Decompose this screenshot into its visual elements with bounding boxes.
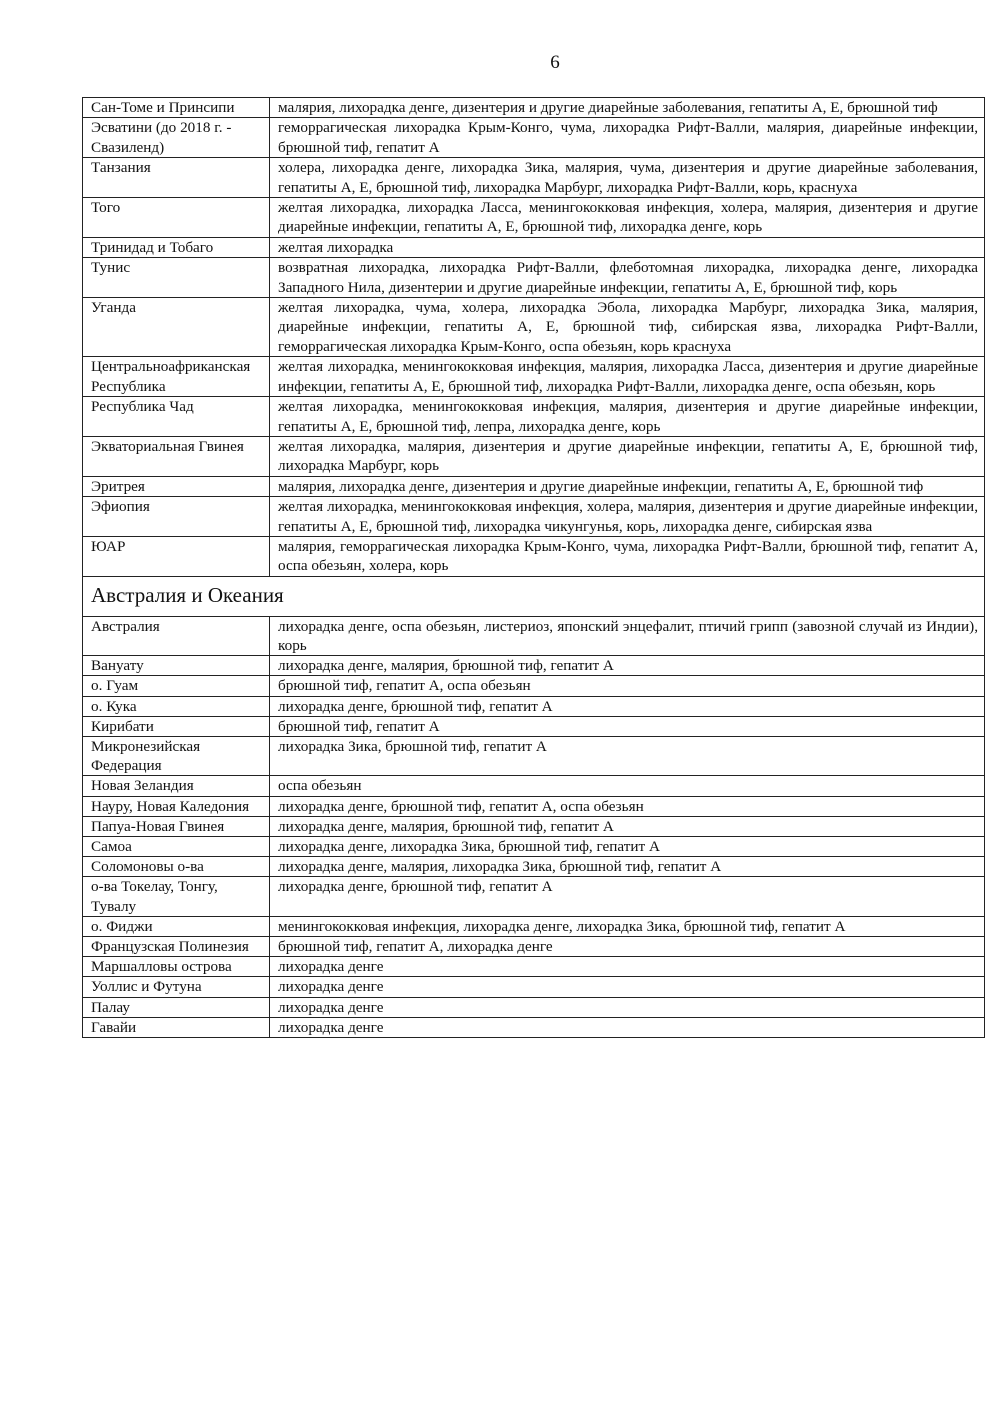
oceania-rows [83, 616, 985, 1037]
diseases-cell: желтая лихорадка [270, 237, 985, 257]
section-title: Австралия и Океания [83, 576, 985, 616]
table-row [83, 258, 985, 298]
table-row [83, 497, 985, 537]
table-row [83, 997, 985, 1017]
table-row [83, 716, 985, 736]
country-cell: Науру, Новая Каледония [83, 796, 270, 816]
country-cell: о. Фиджи [83, 916, 270, 936]
diseases-cell: лихорадка денге [270, 1017, 985, 1037]
diseases-cell: менингококковая инфекция, лихорадка денге, лихорадка Зика, брюшной тиф, гепатит А [270, 916, 985, 936]
country-cell: Папуа-Новая Гвинея [83, 816, 270, 836]
table-row [83, 298, 985, 357]
country-cell: ЮАР [83, 536, 270, 576]
section-title-row [83, 576, 985, 616]
page-number: 6 [550, 52, 560, 73]
country-cell: Уганда [83, 298, 270, 357]
country-cell: Танзания [83, 158, 270, 198]
table-row [83, 656, 985, 676]
table-row [83, 796, 985, 816]
diseases-cell: желтая лихорадка, менингококковая инфекция, холера, малярия, дизентерия и другие диарейные инфекции, гепатиты А, Е, брюшной тиф, лихорадка чикунгунья, корь, лихорадка денге, сибирская язва [270, 497, 985, 537]
country-cell: Соломоновы о-ва [83, 857, 270, 877]
table-row [83, 816, 985, 836]
diseases-cell: лихорадка денге, малярия, брюшной тиф, гепатит А [270, 816, 985, 836]
diseases-cell: лихорадка денге, брюшной тиф, гепатит А [270, 877, 985, 916]
diseases-cell: брюшной тиф, гепатит А [270, 716, 985, 736]
table-row [83, 857, 985, 877]
diseases-cell: малярия, геморрагическая лихорадка Крым-Конго, чума, лихорадка Рифт-Валли, брюшной тиф, гепатит А, оспа обезьян, холера, корь [270, 536, 985, 576]
diseases-cell: брюшной тиф, гепатит А, оспа обезьян [270, 676, 985, 696]
table-row [83, 536, 985, 576]
country-cell: Сан-Томе и Принсипи [83, 98, 270, 118]
diseases-cell: лихорадка денге, оспа обезьян, листериоз, японский энцефалит, птичий грипп (завозной случай из Индии), корь [270, 616, 985, 655]
table-row [83, 916, 985, 936]
diseases-cell: желтая лихорадка, менингококковая инфекция, малярия, лихорадка Ласса, дизентерия и другие диарейные инфекции, гепатиты А, Е, брюшной тиф, лихорадка Рифт-Валли, лихорадка денге, оспа обезьян, корь [270, 357, 985, 397]
table-row [83, 397, 985, 437]
country-cell: Экваториальная Гвинея [83, 436, 270, 476]
diseases-cell: малярия, лихорадка денге, дизентерия и другие диарейные инфекции, гепатиты А, Е, брюшной тиф [270, 476, 985, 496]
table-row [83, 776, 985, 796]
diseases-cell: оспа обезьян [270, 776, 985, 796]
diseases-cell: лихорадка денге, малярия, брюшной тиф, гепатит А [270, 656, 985, 676]
country-cell: Тринидад и Тобаго [83, 237, 270, 257]
country-cell: Новая Зеландия [83, 776, 270, 796]
country-cell: Палау [83, 997, 270, 1017]
table-row [83, 118, 985, 158]
table-row [83, 937, 985, 957]
country-cell: Кирибати [83, 716, 270, 736]
table-row [83, 237, 985, 257]
country-cell: Австралия [83, 616, 270, 655]
country-cell: Эфиопия [83, 497, 270, 537]
diseases-cell: лихорадка денге, брюшной тиф, гепатит А [270, 696, 985, 716]
table-row [83, 158, 985, 198]
country-cell: Гавайи [83, 1017, 270, 1037]
diseases-cell: брюшной тиф, гепатит А, лихорадка денге [270, 937, 985, 957]
table-row [83, 1017, 985, 1037]
table-row [83, 476, 985, 496]
diseases-cell: лихорадка денге, малярия, лихорадка Зика, брюшной тиф, гепатит А [270, 857, 985, 877]
country-cell: Уоллис и Футуна [83, 977, 270, 997]
diseases-cell: желтая лихорадка, малярия, дизентерия и другие диарейные инфекции, гепатиты А, Е, брюшной тиф, лихорадка Марбург, корь [270, 436, 985, 476]
diseases-cell: желтая лихорадка, менингококковая инфекция, малярия, дизентерия и другие диарейные инфекции, гепатиты А, Е, брюшной тиф, лепра, лихорадка денге, корь [270, 397, 985, 437]
diseases-cell: лихорадка Зика, брюшной тиф, гепатит А [270, 736, 985, 775]
diseases-cell: малярия, лихорадка денге, дизентерия и другие диарейные заболевания, гепатиты А, Е, брюшной тиф [270, 98, 985, 118]
country-cell: о. Гуам [83, 676, 270, 696]
table-row [83, 436, 985, 476]
diseases-cell: лихорадка денге [270, 977, 985, 997]
table-row [83, 198, 985, 238]
country-cell: Эсватини (до 2018 г. - Свазиленд) [83, 118, 270, 158]
diseases-cell: холера, лихорадка денге, лихорадка Зика, малярия, чума, дизентерия и другие диарейные заболевания, гепатиты А, Е, брюшной тиф, лихорадка Марбург, лихорадка Рифт-Валли, корь, краснуха [270, 158, 985, 198]
diseases-cell: лихорадка денге [270, 997, 985, 1017]
disease-table [82, 97, 985, 1038]
diseases-cell: возвратная лихорадка, лихорадка Рифт-Валли, флеботомная лихорадка, лихорадка денге, лихорадка Западного Нила, дизентерии и другие диарейные инфекции, гепатиты А, Е, брюшной тиф, корь [270, 258, 985, 298]
country-cell: Республика Чад [83, 397, 270, 437]
country-cell: Того [83, 198, 270, 238]
table-row [83, 977, 985, 997]
country-cell: Центральноафриканская Республика [83, 357, 270, 397]
diseases-cell: желтая лихорадка, лихорадка Ласса, менингококковая инфекция, холера, малярия, дизентерия и другие диарейные инфекции, гепатиты А, Е, брюшной тиф, лихорадка денге, корь [270, 198, 985, 238]
africa-rows [83, 98, 985, 577]
diseases-cell: лихорадка денге, брюшной тиф, гепатит А, оспа обезьян [270, 796, 985, 816]
country-cell: о-ва Токелау, Тонгу, Тувалу [83, 877, 270, 916]
table-row [83, 357, 985, 397]
table-row [83, 836, 985, 856]
table-row [83, 736, 985, 775]
table-row [83, 98, 985, 118]
country-cell: Вануату [83, 656, 270, 676]
table-row [83, 877, 985, 916]
table-row [83, 676, 985, 696]
table-row [83, 696, 985, 716]
country-cell: Тунис [83, 258, 270, 298]
diseases-cell: желтая лихорадка, чума, холера, лихорадка Эбола, лихорадка Марбург, лихорадка Зика, малярия, диарейные инфекции, гепатиты А, Е, брюшной тиф, сибирская язва, лихорадка Рифт-Валли, геморрагическая лихорадка Крым-Конго, оспа обезьян, корь краснуха [270, 298, 985, 357]
table-row [83, 957, 985, 977]
country-cell: Эритрея [83, 476, 270, 496]
country-cell: Самоа [83, 836, 270, 856]
country-cell: Маршалловы острова [83, 957, 270, 977]
table-row [83, 616, 985, 655]
country-cell: о. Кука [83, 696, 270, 716]
country-cell: Французская Полинезия [83, 937, 270, 957]
country-cell: Микронезийская Федерация [83, 736, 270, 775]
diseases-cell: геморрагическая лихорадка Крым-Конго, чума, лихорадка Рифт-Валли, малярия, диарейные инфекции, брюшной тиф, гепатит А [270, 118, 985, 158]
diseases-cell: лихорадка денге, лихорадка Зика, брюшной тиф, гепатит А [270, 836, 985, 856]
diseases-cell: лихорадка денге [270, 957, 985, 977]
section-header [83, 576, 985, 616]
